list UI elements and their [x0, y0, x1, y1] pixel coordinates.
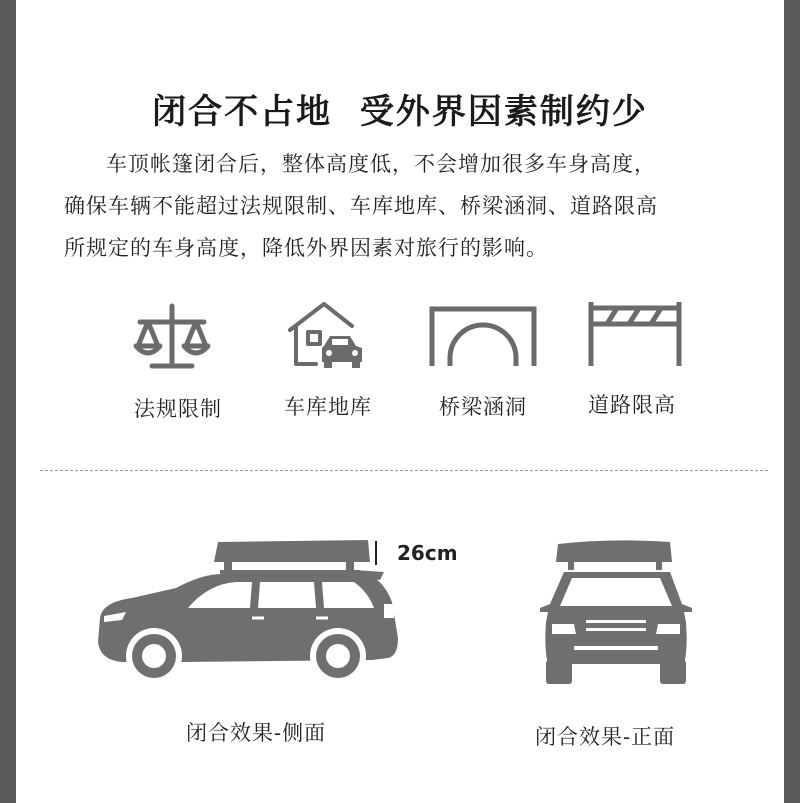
tent-height-label: 26cm	[397, 541, 458, 565]
restriction-label-bridge: 桥梁涵洞	[439, 395, 527, 419]
caption-side-view: 闭合效果-侧面	[186, 721, 327, 745]
restriction-label-regulation: 法规限制	[134, 397, 222, 421]
garage-icon	[286, 300, 366, 372]
section-divider	[40, 470, 768, 471]
scales-icon	[132, 302, 212, 372]
height-measure-tick	[372, 540, 382, 566]
description-line-1: 车顶帐篷闭合后，整体高度低，不会增加很多车身高度，	[106, 152, 656, 176]
description-line-3: 所规定的车身高度，降低外界因素对旅行的影响。	[64, 236, 548, 260]
description-paragraph	[64, 143, 744, 269]
description-line-2: 确保车辆不能超过法规限制、车库地库、桥梁涵洞、道路限高	[64, 194, 658, 218]
caption-front-view: 闭合效果-正面	[535, 725, 676, 749]
bridge-arch-icon	[428, 304, 538, 368]
restriction-label-height-limit: 道路限高	[588, 393, 676, 417]
height-barrier-icon	[585, 300, 685, 368]
page-title: 闭合不占地 受外界因素制约少	[152, 92, 648, 132]
car-side-view-illustration	[92, 538, 412, 688]
restriction-label-garage: 车库地库	[284, 395, 372, 419]
car-front-view-illustration	[534, 538, 700, 688]
